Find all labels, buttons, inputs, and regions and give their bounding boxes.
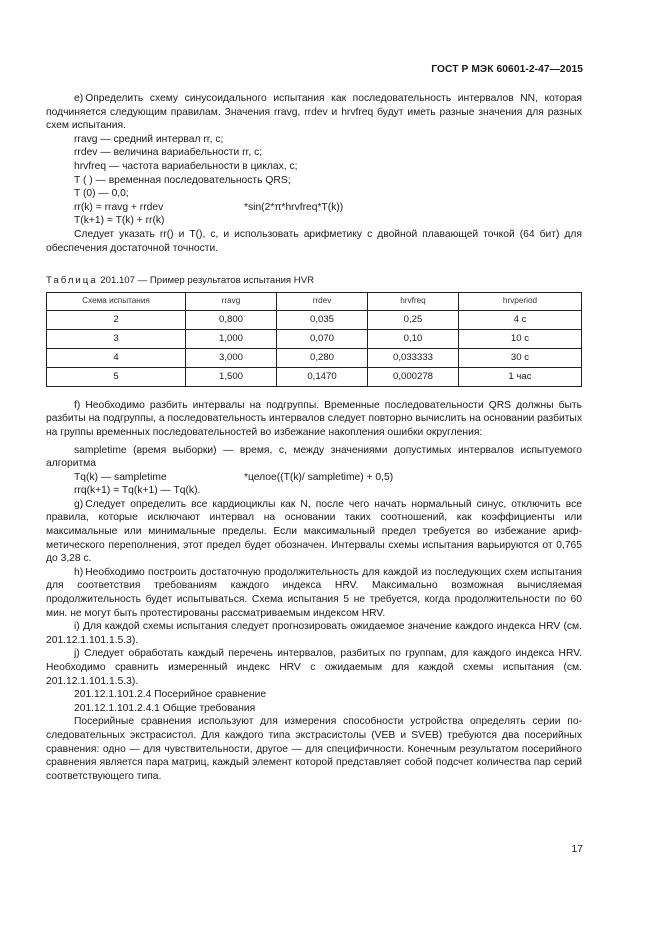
cell: 4 с: [459, 310, 582, 329]
paragraph-j: j) Следует обработать каждый перечень интервалов, разбитых по группам, для каждого индекса HRV. Необходимо сравнить измеренный индекс HRV с ожидаемым для каждой схемы испытания (см. 201.12.1.101.1.5.3).: [46, 648, 582, 687]
paragraph-i: i) Для каждой схемы испытания следует прогнозировать ожидаемое значение каждого индекса HRV (см. 201.12.1.101.1.5.3).: [46, 621, 582, 646]
table-row: [47, 329, 582, 348]
document-header: ГОСТ Р МЭК 60601-2-47—2015: [431, 64, 583, 75]
table-row: [47, 367, 582, 386]
table-caption-text: 201.107 — Пример результатов испытания HVR: [100, 275, 315, 287]
table-row: [47, 348, 582, 367]
table-caption-prefix: Таблица: [46, 275, 98, 287]
paragraph-last: Посерийные сравнения используют для измерения способности устройства определять серии последовательных экстрасистол. Для каждого типа экстрасистолы (VEB и SVEB) требуются два посерийных сравнения: одно — для чувствительности, другое — для специфичности. Конечным результатом посерийного сравнения является пара матриц, каждый элемент которой представляет собой подсчет количества пар серий соответствующего типа.: [46, 716, 582, 782]
definition-hrvfreq: hrvfreq — частота вариабельности в циклах, с;: [74, 160, 298, 172]
cell: 5: [47, 367, 186, 386]
header-rravg: rravg: [186, 292, 277, 310]
table-row: [47, 310, 582, 329]
cell: 1,000: [186, 329, 277, 348]
formula-rr-right: *sin(2*π*hrvfreq*T(k)): [244, 201, 344, 213]
cell: 0,1470: [277, 367, 368, 386]
cell: 10 с: [459, 329, 582, 348]
document-body: [46, 92, 582, 783]
section-heading-2: 201.12.1.101.2.4.1 Общие требования: [74, 702, 256, 714]
definition-T: T ( ) — временная последовательность QRS;: [74, 174, 291, 186]
cell: 0,000278: [368, 367, 459, 386]
cell: 0,070: [277, 329, 368, 348]
cell: 0,10: [368, 329, 459, 348]
formula-rr: [46, 201, 582, 215]
header-hrvfreq: hrvfreq: [368, 292, 459, 310]
cell: 3: [47, 329, 186, 348]
cell: 0,280: [277, 348, 368, 367]
cell: 30 с: [459, 348, 582, 367]
cell: 1 час: [459, 367, 582, 386]
cell: 4: [47, 348, 186, 367]
header-scheme: Схема испытания: [47, 292, 186, 310]
definition-rrdev: rrdev — величина вариабельности rr, с;: [74, 147, 263, 159]
cell: 3,000: [186, 348, 277, 367]
paragraph-g: g) Следует определить все кардиоциклы как N, после чего начать нормальный синус, отключить все правила, которые исключают интервал на основании таких соотношений, как коэффициенты или максимальные или минимальные пределы. Если максимальный предел требуется во избежание арифметического переполнения, этот предел будет обозначен. Интервалы схемы испытания варьируются от 0,765 до 3,28 с.: [46, 498, 582, 565]
cell: 0,800: [186, 310, 277, 329]
table-caption: [46, 274, 582, 288]
cell: 0,035: [277, 310, 368, 329]
cell: 1,500: [186, 367, 277, 386]
formula-Tq-right: *целое((T(k)/ sampletime) + 0,5): [244, 471, 394, 483]
table-header-row: [47, 292, 582, 310]
page-number: 17: [571, 844, 583, 855]
formula-rr-left: rr(k) = rravg + rrdev: [74, 201, 164, 213]
paragraph-f: f) Необходимо разбить интервалы на подгруппы. Временные последовательности QRS должны быть разбиты на подгруппы, а последовательность интервалов следует повторно вычислить на основании разбитых на группы временных последовательностей во избежание накопления ошибки округления:: [46, 399, 582, 438]
formula-rrq: rrq(k+1) = Tq(k+1) — Tq(k).: [74, 485, 201, 497]
cell: 2: [47, 310, 186, 329]
definition-rravg: rravg — средний интервал rr, с;: [74, 133, 224, 145]
paragraph-note: Следует указать rr() и T(), с, и использовать арифметику с двойной плавающей точкой (64 бит) для обеспечения достаточной точности.: [46, 228, 582, 254]
section-heading-1: 201.12.1.101.2.4 Посерийное сравнение: [74, 689, 267, 701]
formula-T: T(k+1) = T(k) + rr(k): [74, 215, 165, 227]
results-table: [46, 292, 582, 387]
definition-T0: T (0) — 0,0;: [74, 188, 129, 200]
header-hrvperiod: hrvperiod: [459, 292, 582, 310]
paragraph-sampletime: sampletime (время выборки) — время, с, между значениями допустимых интервалов испытуемого алгоритма: [46, 444, 582, 470]
cell: 0,033333: [368, 348, 459, 367]
formula-Tq-left: Tq(k) — sampletime: [74, 471, 167, 483]
paragraph-e: e) Определить схему синусоидального испытания как последовательность интервалов NN, которая подчиняется следующим правилам. Значения rravg, rrdev и hrvfreq будут иметь разные значения для разных схем испытания.: [46, 93, 582, 132]
formula-Tq: [46, 471, 582, 485]
cell: 0,25: [368, 310, 459, 329]
paragraph-h: h) Необходимо построить достаточную продолжительность для каждой из последующих схем испытания для соответствия требованиям каждого индекса HRV. Максимально возможная вычисляемая продолжительность будет испытываться. Схема испытания 5 не требуется, когда продолжительности по 60 мин. не могут быть протестированы рассматриваемым индексом HRV.: [46, 566, 582, 619]
header-rrdev: rrdev: [277, 292, 368, 310]
